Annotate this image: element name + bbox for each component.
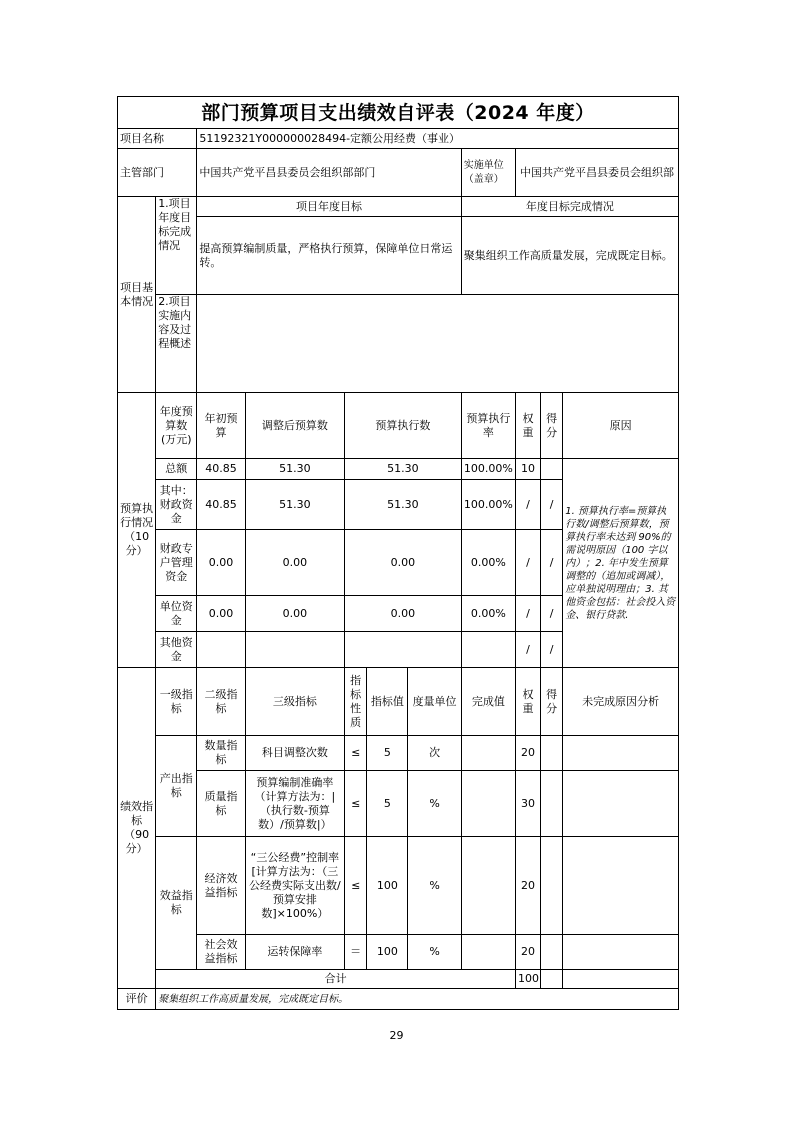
budget-executed: 0.00	[345, 596, 462, 632]
form-title: 部门预算项目支出绩效自评表（2024 年度）	[118, 97, 679, 129]
budget-score	[541, 459, 563, 480]
perf-weight: 20	[515, 837, 540, 935]
budget-initial	[197, 632, 245, 668]
page-number: 29	[389, 1029, 404, 1042]
perf-weight-header: 权重	[515, 668, 540, 736]
perf-level2: 经济效益指标	[197, 837, 245, 935]
budget-row-label: 其中：财政资金	[156, 480, 197, 530]
perf-level1: 效益指标	[156, 837, 197, 970]
budget-adjusted: 51.30	[245, 459, 345, 480]
budget-initial: 40.85	[197, 480, 245, 530]
perf-level2-header: 二级指标	[197, 668, 245, 736]
perf-row	[118, 935, 679, 970]
total-label: 合计	[156, 970, 516, 989]
perf-analysis	[563, 771, 679, 837]
perf-level1: 产出指标	[156, 736, 197, 837]
budget-score-header: 得分	[541, 393, 563, 459]
budget-row	[118, 459, 679, 480]
total-weight: 100	[515, 970, 540, 989]
budget-rate-header: 预算执行率	[461, 393, 515, 459]
perf-actual-header: 完成值	[461, 668, 515, 736]
project-name-label: 项目名称	[118, 129, 197, 149]
perf-level3: 预算编制准确率（计算方法为：|（执行数-预算数）/预算数|）	[245, 771, 345, 837]
perf-score-header: 得分	[541, 668, 563, 736]
perf-analysis	[563, 837, 679, 935]
perf-unit: %	[408, 935, 461, 970]
evaluation-text: 聚集组织工作高质量发展，完成既定目标。	[156, 989, 679, 1010]
budget-reason-note: 1. 预算执行率=预算执行数/调整后预算数，预算执行率未达到 90%的需说明原因（100 字以内）；2. 年中发生预算调整的（追加或调减），应单独说明理由；3. 其他资金包括：社会投入资金、银行贷款.	[563, 459, 679, 668]
perf-actual	[461, 935, 515, 970]
budget-executed: 51.30	[345, 459, 462, 480]
self-evaluation-table	[117, 96, 679, 1010]
budget-initial: 40.85	[197, 459, 245, 480]
project-name-value: 51192321Y000000028494-定额公用经费（事业）	[197, 129, 679, 149]
perf-value: 5	[367, 736, 408, 771]
perf-unit: 次	[408, 736, 461, 771]
budget-rate: 0.00%	[461, 530, 515, 596]
budget-score: /	[541, 530, 563, 596]
budget-rate: 0.00%	[461, 596, 515, 632]
budget-rate	[461, 632, 515, 668]
budget-weight: /	[515, 632, 540, 668]
budget-weight: /	[515, 596, 540, 632]
perf-level2: 质量指标	[197, 771, 245, 837]
budget-weight: /	[515, 480, 540, 530]
basic-section-label: 项目基本情况	[118, 197, 156, 393]
perf-level1-header: 一级指标	[156, 668, 197, 736]
budget-weight: /	[515, 530, 540, 596]
perf-nature: ≤	[345, 736, 367, 771]
budget-weight-header: 权重	[515, 393, 540, 459]
performance-section-label: 绩效指标（90分）	[118, 668, 156, 989]
perf-value: 100	[367, 935, 408, 970]
budget-executed-header: 预算执行数	[345, 393, 462, 459]
budget-section-label: 预算执行情况（10分）	[118, 393, 156, 668]
budget-rate: 100.00%	[461, 480, 515, 530]
perf-score	[541, 771, 563, 837]
perf-analysis-header: 未完成原因分析	[563, 668, 679, 736]
budget-row-label: 其他资金	[156, 632, 197, 668]
budget-row-label: 单位资金	[156, 596, 197, 632]
perf-weight: 20	[515, 935, 540, 970]
perf-score	[541, 837, 563, 935]
perf-level2: 数量指标	[197, 736, 245, 771]
budget-unit-header: 年度预算数(万元)	[156, 393, 197, 459]
evaluation-label: 评价	[118, 989, 156, 1010]
budget-score: /	[541, 596, 563, 632]
budget-executed	[345, 632, 462, 668]
perf-row	[118, 736, 679, 771]
perf-score	[541, 736, 563, 771]
perf-value: 100	[367, 837, 408, 935]
perf-level3-header: 三级指标	[245, 668, 345, 736]
budget-row-label: 财政专户管理资金	[156, 530, 197, 596]
perf-unit: %	[408, 771, 461, 837]
perf-weight: 30	[515, 771, 540, 837]
goal-header: 项目年度目标	[197, 197, 461, 217]
budget-executed: 0.00	[345, 530, 462, 596]
goal-text: 提高预算编制质量，严格执行预算，保障单位日常运转。	[197, 217, 461, 295]
perf-nature: ≤	[345, 771, 367, 837]
unit-label: 实施单位（盖章）	[461, 149, 515, 197]
budget-executed: 51.30	[345, 480, 462, 530]
impl-text	[197, 295, 679, 393]
unit-value: 中国共产党平昌县委员会组织部	[515, 149, 678, 197]
done-text: 聚集组织工作高质量发展，完成既定目标。	[461, 217, 678, 295]
perf-nature: ≤	[345, 837, 367, 935]
perf-nature-header: 指标性质	[345, 668, 367, 736]
budget-row-label: 总额	[156, 459, 197, 480]
perf-actual	[461, 837, 515, 935]
budget-weight: 10	[515, 459, 540, 480]
budget-reason-header: 原因	[563, 393, 679, 459]
budget-score: /	[541, 632, 563, 668]
dept-label: 主管部门	[118, 149, 197, 197]
perf-level2: 社会效益指标	[197, 935, 245, 970]
impl-label: 2.项目实施内容及过程概述	[156, 295, 197, 393]
budget-adjusted: 51.30	[245, 480, 345, 530]
dept-value: 中国共产党平昌县委员会组织部部门	[197, 149, 461, 197]
perf-unit-header: 度量单位	[408, 668, 461, 736]
budget-initial: 0.00	[197, 530, 245, 596]
total-analysis	[563, 970, 679, 989]
perf-actual	[461, 771, 515, 837]
perf-row	[118, 837, 679, 935]
perf-row	[118, 771, 679, 837]
perf-actual	[461, 736, 515, 771]
perf-weight: 20	[515, 736, 540, 771]
budget-initial-header: 年初预算	[197, 393, 245, 459]
perf-value-header: 指标值	[367, 668, 408, 736]
perf-level3: 运转保障率	[245, 935, 345, 970]
perf-nature: ＝	[345, 935, 367, 970]
perf-unit: %	[408, 837, 461, 935]
budget-score: /	[541, 480, 563, 530]
goal-label: 1.项目年度目标完成情况	[156, 197, 197, 295]
budget-adjusted: 0.00	[245, 530, 345, 596]
total-score	[541, 970, 563, 989]
budget-adjusted	[245, 632, 345, 668]
perf-analysis	[563, 736, 679, 771]
perf-analysis	[563, 935, 679, 970]
budget-adjusted-header: 调整后预算数	[245, 393, 345, 459]
perf-score	[541, 935, 563, 970]
done-header: 年度目标完成情况	[461, 197, 678, 217]
budget-adjusted: 0.00	[245, 596, 345, 632]
budget-initial: 0.00	[197, 596, 245, 632]
perf-level3: 科目调整次数	[245, 736, 345, 771]
perf-level3: “三公经费”控制率[计算方法为：（三公经费实际支出数/预算安排数]×100%）	[245, 837, 345, 935]
perf-value: 5	[367, 771, 408, 837]
budget-rate: 100.00%	[461, 459, 515, 480]
